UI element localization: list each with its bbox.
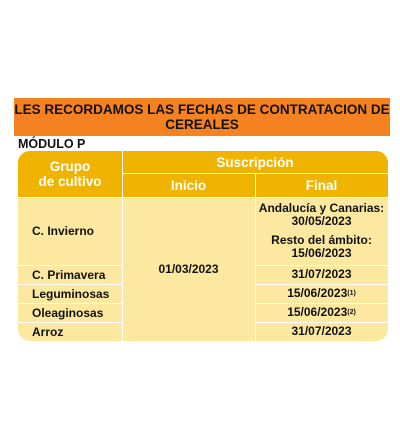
divider: [122, 173, 388, 174]
table-row-crop: C. Invierno: [32, 224, 95, 238]
end-date-cell: [255, 322, 388, 341]
header-end: Final: [305, 177, 338, 193]
header-subscription: Suscripción: [216, 154, 294, 170]
contract-dates-table: [18, 151, 388, 341]
table-row-crop: Oleaginosas: [32, 305, 104, 320]
end-date: 31/07/2023: [291, 267, 352, 281]
winter-end-dates: [255, 197, 388, 265]
end-date: 15/06/2023: [287, 286, 348, 300]
end-date-cell: 15/06/2023 (1): [287, 286, 356, 300]
table-row-crop: Leguminosas: [32, 286, 110, 301]
table-row-crop: Arroz: [32, 324, 64, 339]
table-row-crop: C. Primavera: [32, 267, 106, 282]
winter-end-label-1: Andalucía y Canarias:: [258, 201, 385, 215]
header-crop-group: Grupo de cultivo: [38, 159, 102, 189]
end-date-cell: 15/06/2023 (2): [287, 305, 356, 319]
winter-end-date-2: 15/06/2023: [291, 246, 352, 260]
winter-end-label-2: Resto del ámbito:: [271, 233, 372, 247]
winter-end-date-1: 30/05/2023: [291, 214, 352, 228]
end-date: 15/06/2023: [287, 305, 348, 319]
header-start: Inicio: [170, 177, 207, 193]
end-date: 31/07/2023: [291, 324, 352, 338]
end-date-cell: [255, 265, 388, 284]
banner-title: LES RECORDAMOS LAS FECHAS DE CONTRATACION DE CEREALES: [14, 98, 390, 136]
start-date: 01/03/2023: [158, 261, 219, 276]
module-label: MÓDULO P: [18, 137, 86, 151]
